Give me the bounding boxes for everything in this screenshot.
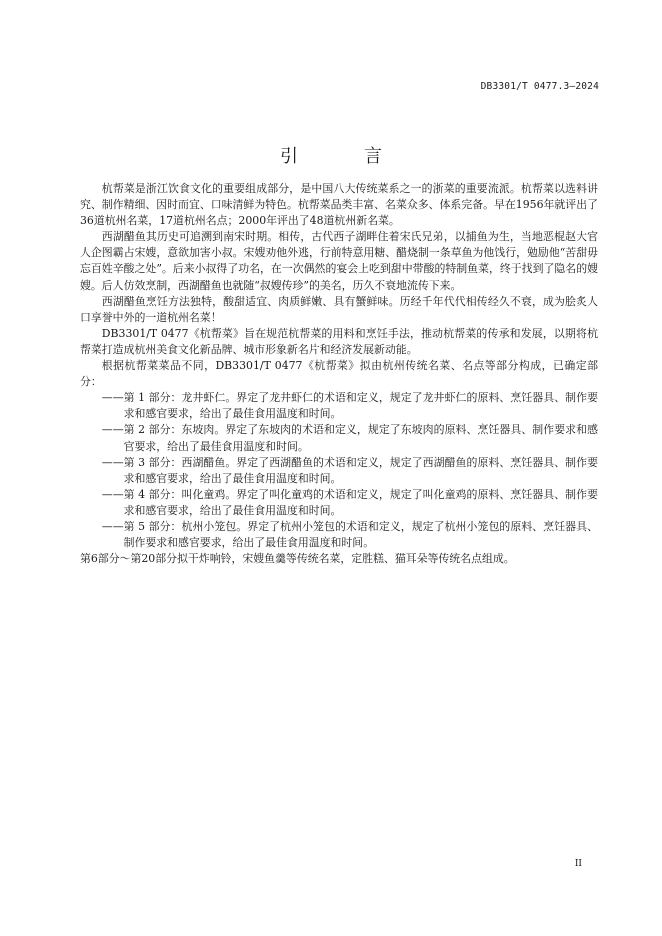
page-number: II: [574, 859, 582, 869]
list-item: ——第 4 部分：叫化童鸡。界定了叫化童鸡的术语和定义，规定了叫化童鸡的原料、烹饪器具、制作要求和感官要求，给出了最佳食用温度和时间。: [101, 487, 598, 517]
paragraph: 西湖醋鱼烹饪方法独特，酸甜适宜、肉质鲜嫩、具有蟹鲜味。历经千年代代相传经久不衰，成为脍炙人口享誉中外的一道杭州名菜！: [80, 294, 598, 324]
paragraph: DB3301/T 0477《杭帮菜》旨在规范杭帮菜的用料和烹饪手法，推动杭帮菜的传承和发展，以期将杭帮菜打造成杭州美食文化新品牌、城市形象新名片和经济发展新动能。: [80, 326, 598, 356]
closing-paragraph: 第6部分～第20部分拟干炸响铃，宋嫂鱼羹等传统名菜，定胜糕、猫耳朵等传统名点组成。: [80, 552, 515, 566]
paragraph: 根据杭帮菜菜品不同，DB3301/T 0477《杭帮菜》拟由杭州传统名菜、名点等部分构成，已确定部分：: [80, 359, 598, 389]
parts-list: [80, 390, 598, 551]
paragraph: 西湖醋鱼其历史可追溯到南宋时期。相传，古代西子湖畔住着宋氏兄弟，以捕鱼为生，当地恶棍赵大官人企图霸占宋嫂，意欲加害小叔。宋嫂劝他外逃，行前特意用糖、醋烧制一条草鱼为他饯行，勉励他“苦甜毋忘百姓辛酸之处”。后来小叔得了功名，在一次偶然的宴会上吃到甜中带酸的特制鱼菜，终于找到了隐名的嫂嫂。后人仿效烹制，西湖醋鱼也就随“叔嫂传珍”的美名，历久不衰地流传下来。: [80, 230, 598, 292]
document-code: DB3301/T 0477.3—2024: [480, 81, 599, 92]
document-body: [80, 181, 598, 567]
list-item: ——第 1 部分：龙井虾仁。界定了龙井虾仁的术语和定义，规定了龙井虾仁的原料、烹饪器具、制作要求和感官要求，给出了最佳食用温度和时间。: [101, 391, 598, 421]
list-item: ——第 2 部分：东坡肉。界定了东坡肉的术语和定义，规定了东坡肉的原料、烹饪器具、制作要求和感官要求，给出了最佳食用温度和时间。: [101, 423, 598, 453]
paragraph: 杭帮菜是浙江饮食文化的重要组成部分，是中国八大传统菜系之一的浙菜的重要流派。杭帮菜以选料讲究、制作精细、因时而宜、口味清鲜为特色。杭帮菜品类丰富、名菜众多、体系完备。早在1956年就评出了36道杭州名菜，17道杭州名点；2000年评出了48道杭州新名菜。: [80, 182, 598, 228]
list-item: ——第 5 部分：杭州小笼包。界定了杭州小笼包的术语和定义，规定了杭州小笼包的原料、烹饪器具、制作要求和感官要求，给出了最佳食用温度和时间。: [101, 519, 598, 550]
list-item: ——第 3 部分：西湖醋鱼。界定了西湖醋鱼的术语和定义，规定了西湖醋鱼的原料、烹饪器具、制作要求和感官要求，给出了最佳食用温度和时间。: [101, 455, 598, 485]
page-title: 引 言: [280, 146, 406, 167]
